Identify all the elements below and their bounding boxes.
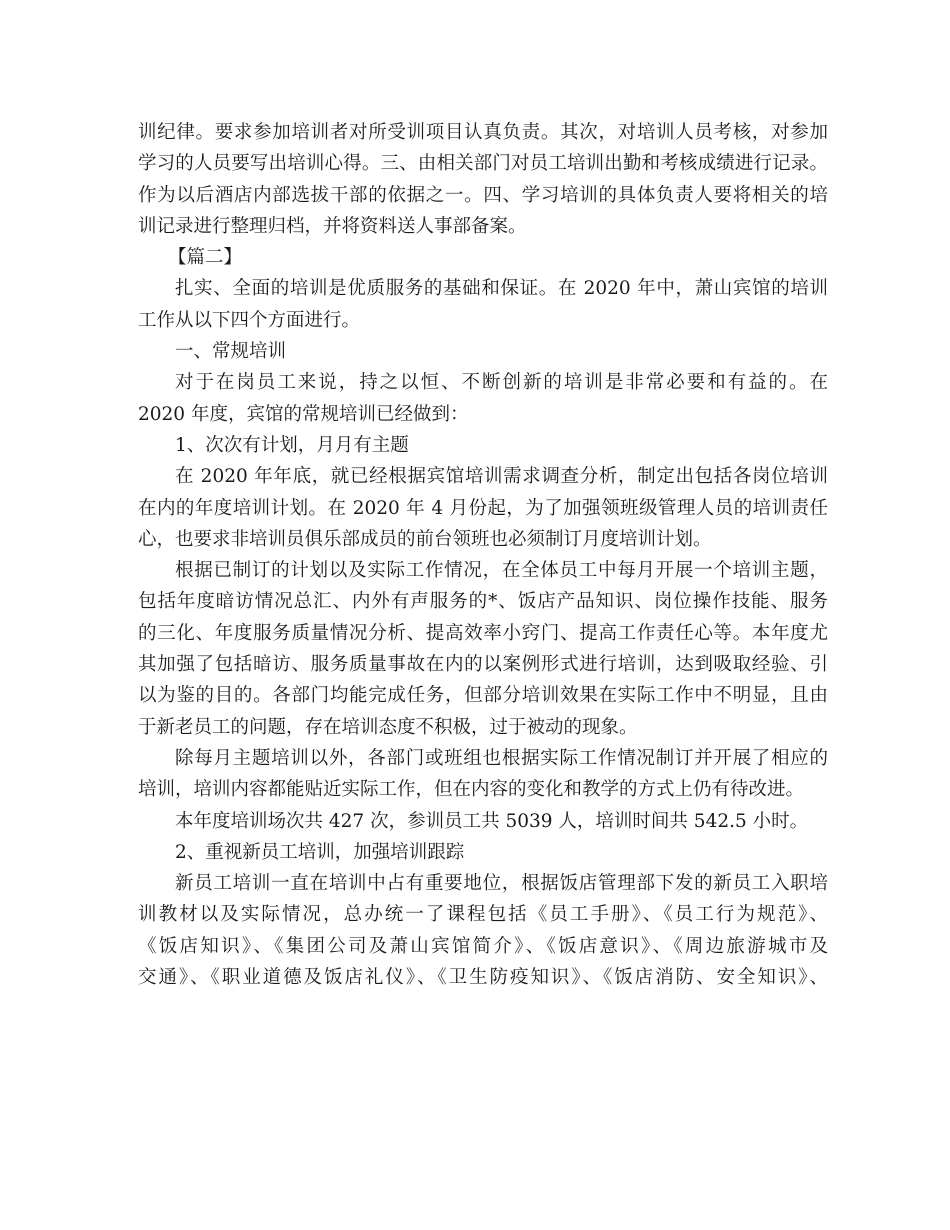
text-line: 《饭店知识》、《集团公司及萧山宾馆简介》、《饭店意识》、《周边旅游城市及 [138, 935, 828, 957]
paragraph-first-line: 新员工培训一直在培训中占有重要地位，根据饭店管理部下发的新员工入职培 [175, 873, 828, 895]
text-line: 学习的人员要写出培训心得。三、由相关部门对员工培训出勤和考核成绩进行记录。 [138, 153, 828, 175]
text-line: 作为以后酒店内部选拔干部的依据之一。四、学习培训的具体负责人要将相关的培 [138, 184, 828, 206]
paragraph-first-line: 对于在岗员工来说，持之以恒、不断创新的培训是非常必要和有益的。在 [175, 372, 828, 394]
text-line: 以为鉴的目的。各部门均能完成任务，但部分培训效果在实际工作中不明显，且由 [138, 685, 828, 707]
text-line: 2020 年度，宾馆的常规培训已经做到： [138, 403, 469, 425]
text-line: 包括年度暗访情况总汇、内外有声服务的*、饭店产品知识、岗位操作技能、服务 [138, 591, 828, 613]
text-line: 的三化、年度服务质量情况分析、提高效率小窍门、提高工作责任心等。本年度尤 [138, 622, 828, 644]
paragraph-first-line: 本年度培训场次共 427 次，参训员工共 5039 人，培训时间共 542.5 小时。 [175, 810, 809, 832]
subsection-heading: 1、次次有计划，月月有主题 [175, 434, 409, 456]
text-line: 工作从以下四个方面进行。 [138, 309, 361, 331]
section-heading: 【篇二】 [168, 247, 243, 269]
paragraph-first-line: 根据已制订的计划以及实际工作情况，在全体员工中每月开展一个培训主题， [175, 560, 828, 582]
text-line: 训教材以及实际情况，总办统一了课程包括《员工手册》、《员工行为规范》、 [138, 904, 828, 926]
paragraph-first-line: 在 2020 年年底，就已经根据宾馆培训需求调查分析，制定出包括各岗位培训 [175, 466, 828, 488]
text-line: 在内的年度培训计划。在 2020 年 4 月份起，为了加强领班级管理人员的培训责任 [138, 497, 828, 519]
text-line: 训纪律。要求参加培训者对所受训项目认真负责。其次，对培训人员考核，对参加 [138, 122, 828, 143]
text-line: 于新老员工的问题，存在培训态度不积极，过于被动的现象。 [138, 716, 638, 738]
text-line: 心，也要求非培训员俱乐部成员的前台领班也必须制订月度培训计划。 [138, 528, 712, 550]
text-line: 交通》、《职业道德及饭店礼仪》、《卫生防疫知识》、《饭店消防、安全知识》、 [138, 967, 828, 989]
subsection-heading: 一、常规培训 [175, 341, 287, 363]
paragraph-first-line: 除每月主题培训以外，各部门或班组也根据实际工作情况制订并开展了相应的 [175, 747, 828, 769]
text-line: 培训，培训内容都能贴近实际工作，但在内容的变化和教学的方式上仍有待改进。 [138, 779, 805, 801]
text-line: 训记录进行整理归档，并将资料送人事部备案。 [138, 215, 527, 237]
subsection-heading: 2、重视新员工培训，加强培训跟踪 [175, 841, 465, 863]
paragraph-first-line: 扎实、全面的培训是优质服务的基础和保证。在 2020 年中，萧山宾馆的培训 [175, 278, 828, 300]
document-body [138, 117, 828, 993]
text-line: 其加强了包括暗访、服务质量事故在内的以案例形式进行培训，达到吸取经验、引 [138, 654, 828, 676]
